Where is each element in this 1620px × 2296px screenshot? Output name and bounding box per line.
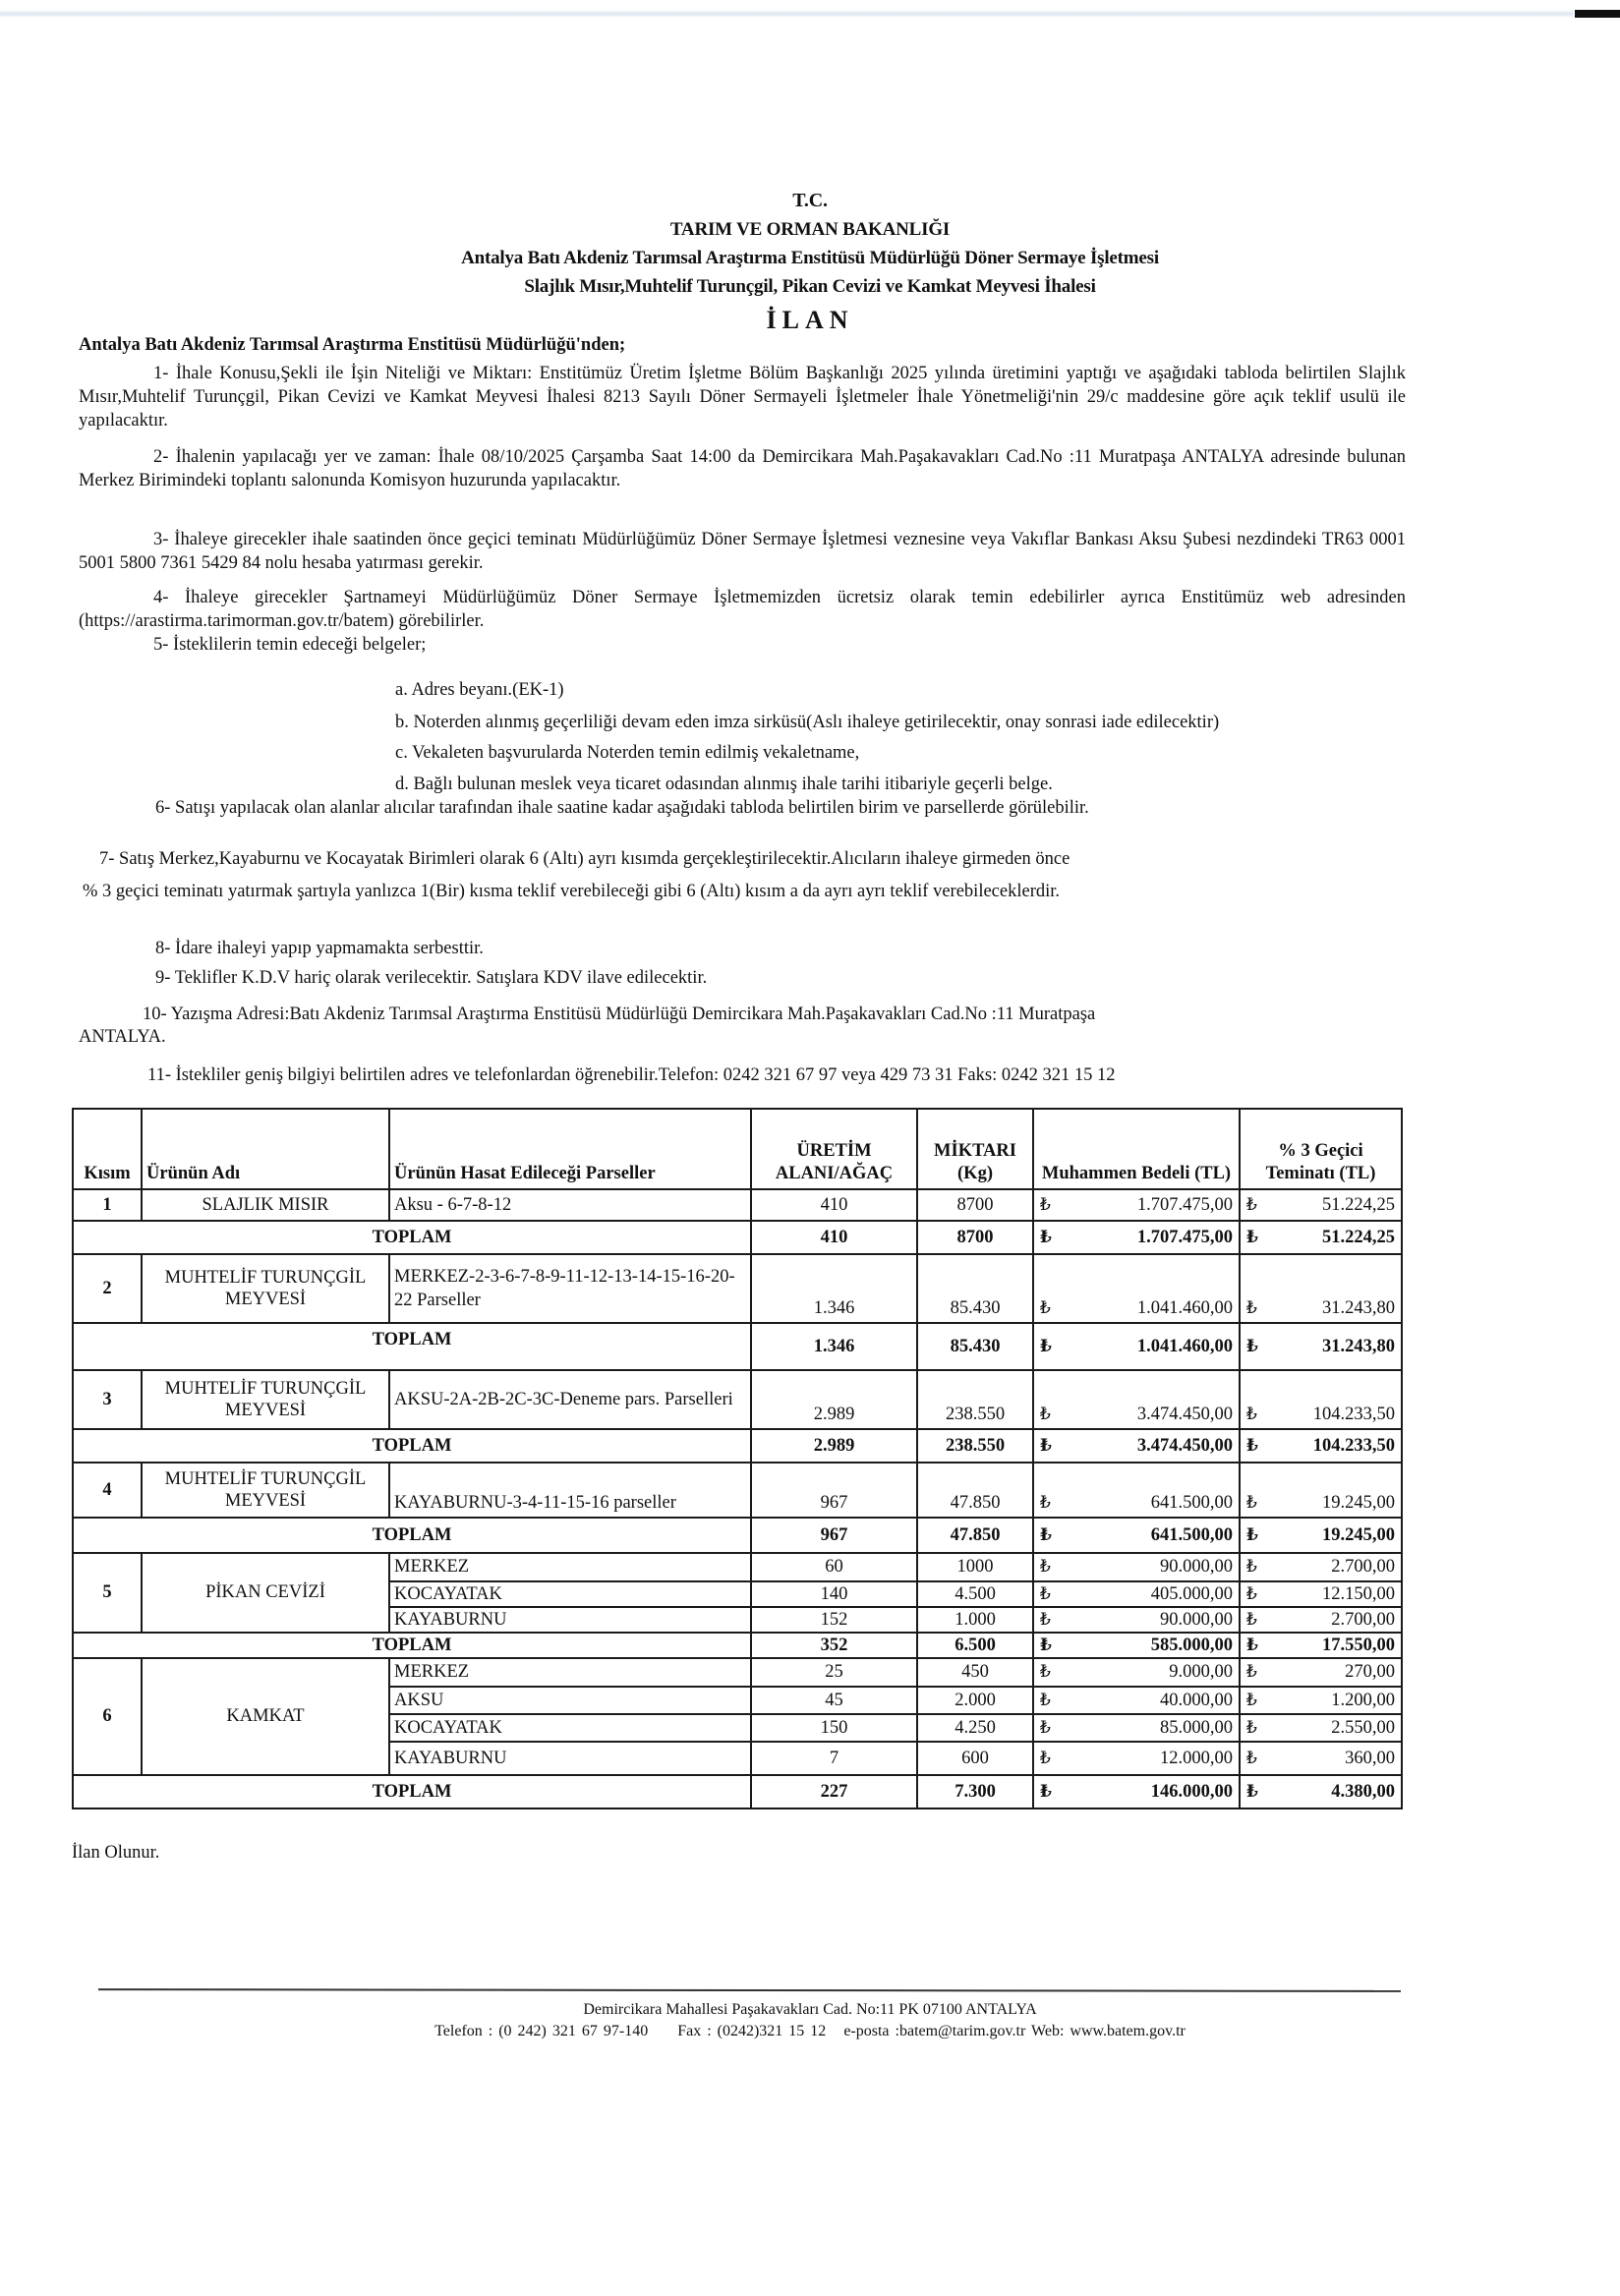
cell-muhammen: [1033, 1463, 1240, 1518]
paragraph-2-text: 2- İhalenin yapılacağı yer ve zaman: İhale 08/10/2025 Çarşamba Saat 14:00 da Demircikara Mah.Paşakavakları Cad.No :11 Muratpaşa ANTALYA adresinde bulunan Merkez Birimindeki toplantı salonunda Komisyon huzurunda yapılacaktır.: [79, 447, 1406, 490]
total-label: [73, 1221, 751, 1254]
lira-icon: ₺: [1246, 1227, 1258, 1246]
paragraph-10-line-1: 10- Yazışma Adresi:Batı Akdeniz Tarımsal Araştırma Enstitüsü Müdürlüğü Demircikara Mah.Paşakavakları Cad.No :11 Muratpaşa: [143, 1004, 1096, 1024]
cell-miktar: 85.430: [917, 1254, 1033, 1323]
total-teminat-value: 17.550,00: [1322, 1635, 1395, 1655]
cell-miktar: 600: [917, 1742, 1033, 1775]
paragraph-7-line-2: % 3 geçici teminatı yatırmak şartıyla yanlızca 1(Bir) kısma teklif verebileceği gibi 6 (Altı) kısım a da ayrı ayrı teklif verebileceklerdir.: [83, 882, 1061, 901]
total-teminat-value: 104.233,50: [1312, 1435, 1395, 1456]
footer-web: Web: www.batem.gov.tr: [1031, 2023, 1186, 2039]
total-miktar: 47.850: [917, 1518, 1033, 1553]
total-muhammen-value: 1.707.475,00: [1136, 1227, 1233, 1247]
cell-teminat: [1240, 1658, 1402, 1687]
lira-icon: ₺: [1040, 1524, 1052, 1544]
cell-muhammen: [1033, 1714, 1240, 1742]
cell-teminat: [1240, 1742, 1402, 1775]
cell-teminat: [1240, 1189, 1402, 1221]
paragraph-10-line-2: ANTALYA.: [79, 1027, 166, 1047]
paragraph-2: [79, 445, 1406, 492]
teminat-value: 1.200,00: [1331, 1690, 1395, 1710]
cell-miktar: 4.250: [917, 1714, 1033, 1742]
table-total-row: [73, 1633, 1402, 1658]
total-muhammen-value: 146.000,00: [1150, 1781, 1233, 1802]
cell-urun: MUHTELİF TURUNÇGİL MEYVESİ: [142, 1370, 389, 1429]
lira-icon: ₺: [1040, 1781, 1052, 1801]
total-miktar: 7.300: [917, 1775, 1033, 1808]
total-teminat: [1240, 1429, 1402, 1463]
teminat-value: 2.550,00: [1331, 1717, 1395, 1738]
cell-teminat: [1240, 1714, 1402, 1742]
cell-parsel: KAYABURNU: [389, 1607, 751, 1633]
total-label: [73, 1323, 751, 1370]
total-uretim: 352: [751, 1633, 917, 1658]
lira-icon: ₺: [1246, 1690, 1257, 1709]
cell-uretim: 1.346: [751, 1254, 917, 1323]
total-miktar: 6.500: [917, 1633, 1033, 1658]
lira-icon: ₺: [1040, 1493, 1051, 1512]
muhammen-value: 12.000,00: [1160, 1748, 1233, 1768]
paragraph-1: [79, 362, 1406, 432]
document-item-b: b. Noterden alınmış geçerliliği devam eden imza sirküsü(Aslı ihaleye getirilecektir, onay sonrasi iade edilecektir): [395, 713, 1220, 732]
total-muhammen-value: 3.474.450,00: [1136, 1435, 1233, 1456]
total-miktar: 8700: [917, 1221, 1033, 1254]
teminat-value: 2.700,00: [1331, 1609, 1395, 1630]
cell-uretim: 152: [751, 1607, 917, 1633]
header-urun-adi: Ürünün Adı: [142, 1109, 389, 1189]
cell-miktar: 1.000: [917, 1607, 1033, 1633]
cell-uretim: 45: [751, 1687, 917, 1714]
lira-icon: ₺: [1246, 1662, 1257, 1681]
table-header-row: [73, 1109, 1402, 1189]
header-subject: Slajlık Mısır,Muhtelif Turunçgil, Pikan Cevizi ve Kamkat Meyvesi İhalesi: [524, 276, 1096, 297]
teminat-value: 19.245,00: [1322, 1493, 1395, 1513]
page-footer: [0, 1999, 1620, 2042]
total-teminat-value: 31.243,80: [1322, 1336, 1395, 1356]
paragraph-4: [79, 586, 1406, 633]
paragraph-5: 5- İsteklilerin temin edeceği belgeler;: [153, 635, 427, 655]
total-label-text: TOPLAM: [372, 1781, 452, 1802]
total-muhammen-value: 1.041.460,00: [1136, 1336, 1233, 1356]
total-label-text: TOPLAM: [372, 1435, 452, 1456]
lira-icon: ₺: [1040, 1609, 1051, 1629]
document-item-a: a. Adres beyanı.(EK-1): [395, 680, 564, 700]
total-miktar: 85.430: [917, 1323, 1033, 1370]
footer-divider: [98, 1988, 1401, 1992]
muhammen-value: 3.474.450,00: [1136, 1405, 1233, 1424]
lira-icon: ₺: [1246, 1583, 1257, 1603]
cell-uretim: 7: [751, 1742, 917, 1775]
cell-muhammen: [1033, 1553, 1240, 1581]
total-miktar: 238.550: [917, 1429, 1033, 1463]
teminat-value: 104.233,50: [1312, 1405, 1395, 1424]
total-teminat: [1240, 1633, 1402, 1658]
lira-icon: ₺: [1040, 1635, 1052, 1654]
muhammen-value: 641.500,00: [1150, 1493, 1233, 1513]
lira-icon: ₺: [1246, 1717, 1257, 1737]
total-muhammen: [1033, 1429, 1240, 1463]
cell-kisim: 3: [73, 1370, 142, 1429]
cell-teminat: [1240, 1553, 1402, 1581]
total-teminat: [1240, 1221, 1402, 1254]
lira-icon: ₺: [1246, 1524, 1258, 1544]
total-teminat: [1240, 1323, 1402, 1370]
header-teminat: % 3 Geçici Teminatı (TL): [1240, 1109, 1402, 1189]
muhammen-value: 90.000,00: [1160, 1557, 1233, 1577]
total-teminat: [1240, 1775, 1402, 1808]
lira-icon: ₺: [1246, 1781, 1258, 1801]
cell-uretim: 2.989: [751, 1370, 917, 1429]
total-label: [73, 1775, 751, 1808]
muhammen-value: 1.041.460,00: [1136, 1298, 1233, 1318]
total-muhammen: [1033, 1775, 1240, 1808]
lira-icon: ₺: [1040, 1690, 1051, 1709]
footer-contact: [0, 2021, 1620, 2042]
cell-kisim: 5: [73, 1553, 142, 1633]
lira-icon: ₺: [1040, 1717, 1051, 1737]
cell-miktar: 450: [917, 1658, 1033, 1687]
table-row: [73, 1254, 1402, 1323]
lira-icon: ₺: [1040, 1557, 1051, 1576]
table-total-row: [73, 1518, 1402, 1553]
total-teminat-value: 19.245,00: [1322, 1524, 1395, 1545]
paragraph-3-text: 3- İhaleye girecekler ihale saatinden önce geçici teminatı Müdürlüğümüz Döner Sermaye İşletmesi veznesine veya Vakıflar Bankası Aksu Şubesi nezdindeki TR63 0001 5001 5800 7361 5429 84 nolu hesaba yatırması gerekir.: [79, 530, 1406, 573]
total-label-text: TOPLAM: [372, 1524, 452, 1545]
cell-parsel: KAYABURNU-3-4-11-15-16 parseller: [389, 1463, 751, 1518]
lira-icon: ₺: [1040, 1227, 1052, 1246]
document-header: [0, 187, 1620, 336]
cell-uretim: 410: [751, 1189, 917, 1221]
lira-icon: ₺: [1246, 1748, 1257, 1767]
lira-icon: ₺: [1040, 1435, 1052, 1455]
teminat-value: 270,00: [1345, 1662, 1395, 1682]
cell-urun: MUHTELİF TURUNÇGİL MEYVESİ: [142, 1254, 389, 1323]
paragraph-7-line-1: 7- Satış Merkez,Kayaburnu ve Kocayatak Birimleri olarak 6 (Altı) ayrı kısımda gerçekleştirilecektir.Alıcıların ihaleye girmeden önce: [99, 849, 1070, 869]
total-muhammen-value: 585.000,00: [1150, 1635, 1233, 1655]
lira-icon: ₺: [1246, 1609, 1257, 1629]
total-muhammen: [1033, 1518, 1240, 1553]
lira-icon: ₺: [1246, 1493, 1257, 1512]
header-miktar: MİKTARI (Kg): [917, 1109, 1033, 1189]
cell-miktar: 1000: [917, 1553, 1033, 1581]
cell-teminat: [1240, 1581, 1402, 1607]
header-ministry: TARIM VE ORMAN BAKANLIĞI: [669, 219, 951, 240]
lira-icon: ₺: [1246, 1194, 1257, 1214]
cell-parsel: MERKEZ-2-3-6-7-8-9-11-12-13-14-15-16-20-22 Parseller: [389, 1254, 751, 1323]
table-row: [73, 1189, 1402, 1221]
total-muhammen: [1033, 1221, 1240, 1254]
muhammen-value: 1.707.475,00: [1136, 1194, 1233, 1215]
cell-miktar: 2.000: [917, 1687, 1033, 1714]
cell-muhammen: [1033, 1742, 1240, 1775]
footer-email: e-posta :batem@tarim.gov.tr: [843, 2023, 1026, 2039]
header-kisim: Kısım: [73, 1109, 142, 1189]
total-teminat-value: 4.380,00: [1331, 1781, 1395, 1802]
paragraph-4-text: 4- İhaleye girecekler Şartnameyi Müdürlüğümüz Döner Sermaye İşletmemizden ücretsiz olarak temin edebilirler ayrıca Enstitümüz web adresinden (https://arastirma.tarimorman.gov.tr/batem) görebilirler.: [79, 588, 1406, 631]
addressee: Antalya Batı Akdeniz Tarımsal Araştırma Enstitüsü Müdürlüğü'nden;: [79, 335, 626, 355]
total-label-text: TOPLAM: [372, 1330, 452, 1349]
document-item-d: d. Bağlı bulunan meslek veya ticaret odasından alınmış ihale tarihi itibariyle geçerli belge.: [395, 775, 1053, 794]
cell-parsel: KOCAYATAK: [389, 1581, 751, 1607]
header-institute: Antalya Batı Akdeniz Tarımsal Araştırma Enstitüsü Müdürlüğü Döner Sermaye İşletmesi: [461, 248, 1159, 268]
cell-muhammen: [1033, 1370, 1240, 1429]
cell-miktar: 238.550: [917, 1370, 1033, 1429]
total-uretim: 1.346: [751, 1323, 917, 1370]
cell-parsel: AKSU: [389, 1687, 751, 1714]
total-muhammen: [1033, 1323, 1240, 1370]
total-label: [73, 1429, 751, 1463]
cell-muhammen: [1033, 1254, 1240, 1323]
table-total-row: [73, 1429, 1402, 1463]
total-muhammen-value: 641.500,00: [1150, 1524, 1233, 1545]
cell-uretim: 25: [751, 1658, 917, 1687]
cell-uretim: 150: [751, 1714, 917, 1742]
total-uretim: 410: [751, 1221, 917, 1254]
cell-kisim: 4: [73, 1463, 142, 1518]
paragraph-11: 11- İstekliler geniş bilgiyi belirtilen adres ve telefonlardan öğrenebilir.Telefon: 0242 321 67 97 veya 429 73 31 Faks: 0242 321 15 12: [147, 1065, 1116, 1085]
lira-icon: ₺: [1040, 1583, 1051, 1603]
cell-uretim: 60: [751, 1553, 917, 1581]
lira-icon: ₺: [1040, 1336, 1052, 1355]
cell-parsel: MERKEZ: [389, 1553, 751, 1581]
lira-icon: ₺: [1246, 1435, 1258, 1455]
muhammen-value: 405.000,00: [1150, 1583, 1233, 1604]
footer-address: Demircikara Mahallesi Paşakavakları Cad. No:11 PK 07100 ANTALYA: [583, 2001, 1037, 2018]
lira-icon: ₺: [1040, 1194, 1051, 1214]
lira-icon: ₺: [1246, 1336, 1258, 1355]
muhammen-value: 40.000,00: [1160, 1690, 1233, 1710]
footer-phone: Telefon : (0 242) 321 67 97-140: [434, 2023, 649, 2039]
total-uretim: 2.989: [751, 1429, 917, 1463]
paragraph-6: 6- Satışı yapılacak olan alanlar alıcılar tarafından ihale saatine kadar aşağıdaki tabloda belirtilen birim ve parsellerde görülebilir.: [155, 798, 1089, 818]
cell-muhammen: [1033, 1189, 1240, 1221]
header-uretim: ÜRETİM ALANI/AĞAÇ: [751, 1109, 917, 1189]
total-uretim: 227: [751, 1775, 917, 1808]
cell-uretim: 967: [751, 1463, 917, 1518]
cell-kisim: 2: [73, 1254, 142, 1323]
cell-urun: KAMKAT: [142, 1658, 389, 1775]
document-title: İLAN: [766, 306, 854, 334]
cell-muhammen: [1033, 1581, 1240, 1607]
table-total-row: [73, 1775, 1402, 1808]
cell-teminat: [1240, 1463, 1402, 1518]
cell-miktar: 8700: [917, 1189, 1033, 1221]
cell-teminat: [1240, 1370, 1402, 1429]
muhammen-value: 90.000,00: [1160, 1609, 1233, 1630]
header-parseller: Ürünün Hasat Edileceği Parseller: [389, 1109, 751, 1189]
teminat-value: 31.243,80: [1322, 1298, 1395, 1318]
cell-urun: SLAJLIK MISIR: [142, 1189, 389, 1221]
table-row: [73, 1463, 1402, 1518]
cell-parsel: AKSU-2A-2B-2C-3C-Deneme pars. Parselleri: [389, 1370, 751, 1429]
cell-teminat: [1240, 1687, 1402, 1714]
muhammen-value: 9.000,00: [1169, 1662, 1233, 1682]
paragraph-3: [79, 528, 1406, 575]
header-muhammen: Muhammen Bedeli (TL): [1033, 1109, 1240, 1189]
cell-parsel: MERKEZ: [389, 1658, 751, 1687]
cell-miktar: 47.850: [917, 1463, 1033, 1518]
header-tc: T.C.: [792, 190, 828, 211]
lira-icon: ₺: [1040, 1405, 1051, 1423]
teminat-value: 2.700,00: [1331, 1557, 1395, 1577]
total-label-text: TOPLAM: [372, 1635, 452, 1655]
closing-text: İlan Olunur.: [72, 1843, 160, 1863]
scan-artifact-line: [0, 10, 1573, 18]
paragraph-1-text: 1- İhale Konusu,Şekli ile İşin Niteliği ve Miktarı: Enstitümüz Üretim İşletme Bölüm Başkanlığı 2025 yılında üretimini yaptığı ve aşağıdaki tabloda belirtilen Slajlık Mısır,Muhtelif Turunçgil, Pikan Cevizi ve Kamkat Meyvesi İhalesi 8213 Sayılı Döner Sermayeli İşletmeler İhale Yönetmeliği'nin 29/c maddesine göre açık teklif usulü ile yapılacaktır.: [79, 364, 1406, 430]
cell-urun: MUHTELİF TURUNÇGİL MEYVESİ: [142, 1463, 389, 1518]
paragraph-8: 8- İdare ihaleyi yapıp yapmamakta serbesttir.: [155, 939, 484, 958]
lira-icon: ₺: [1246, 1405, 1257, 1423]
cell-kisim: 6: [73, 1658, 142, 1775]
total-label: [73, 1633, 751, 1658]
document-item-c: c. Vekaleten başvurularda Noterden temin edilmiş vekaletname,: [395, 743, 860, 763]
total-teminat: [1240, 1518, 1402, 1553]
total-uretim: 967: [751, 1518, 917, 1553]
cell-muhammen: [1033, 1607, 1240, 1633]
total-muhammen: [1033, 1633, 1240, 1658]
cell-teminat: [1240, 1607, 1402, 1633]
cell-parsel: KAYABURNU: [389, 1742, 751, 1775]
lira-icon: ₺: [1040, 1298, 1051, 1317]
teminat-value: 360,00: [1345, 1748, 1395, 1768]
muhammen-value: 85.000,00: [1160, 1717, 1233, 1738]
cell-parsel: KOCAYATAK: [389, 1714, 751, 1742]
cell-parsel: Aksu - 6-7-8-12: [389, 1189, 751, 1221]
cell-muhammen: [1033, 1658, 1240, 1687]
cell-miktar: 4.500: [917, 1581, 1033, 1607]
table-row: [73, 1658, 1402, 1687]
table-row: [73, 1553, 1402, 1581]
cell-muhammen: [1033, 1687, 1240, 1714]
cell-teminat: [1240, 1254, 1402, 1323]
teminat-value: 51.224,25: [1322, 1194, 1395, 1215]
total-teminat-value: 51.224,25: [1322, 1227, 1395, 1247]
lira-icon: ₺: [1246, 1298, 1257, 1317]
scan-corner-mark: [1575, 10, 1620, 18]
paragraph-9: 9- Teklifler K.D.V hariç olarak verilecektir. Satışlara KDV ilave edilecektir.: [155, 968, 708, 988]
total-label-text: TOPLAM: [372, 1227, 452, 1247]
lira-icon: ₺: [1246, 1557, 1257, 1576]
footer-fax: Fax : (0242)321 15 12: [677, 2023, 827, 2039]
total-label: [73, 1518, 751, 1553]
cell-urun: PİKAN CEVİZİ: [142, 1553, 389, 1633]
tender-table: [72, 1108, 1403, 1809]
cell-kisim: 1: [73, 1189, 142, 1221]
table-total-row: [73, 1323, 1402, 1370]
table-total-row: [73, 1221, 1402, 1254]
cell-uretim: 140: [751, 1581, 917, 1607]
lira-icon: ₺: [1040, 1748, 1051, 1767]
lira-icon: ₺: [1246, 1635, 1258, 1654]
table-row: [73, 1370, 1402, 1429]
teminat-value: 12.150,00: [1322, 1583, 1395, 1604]
lira-icon: ₺: [1040, 1662, 1051, 1681]
